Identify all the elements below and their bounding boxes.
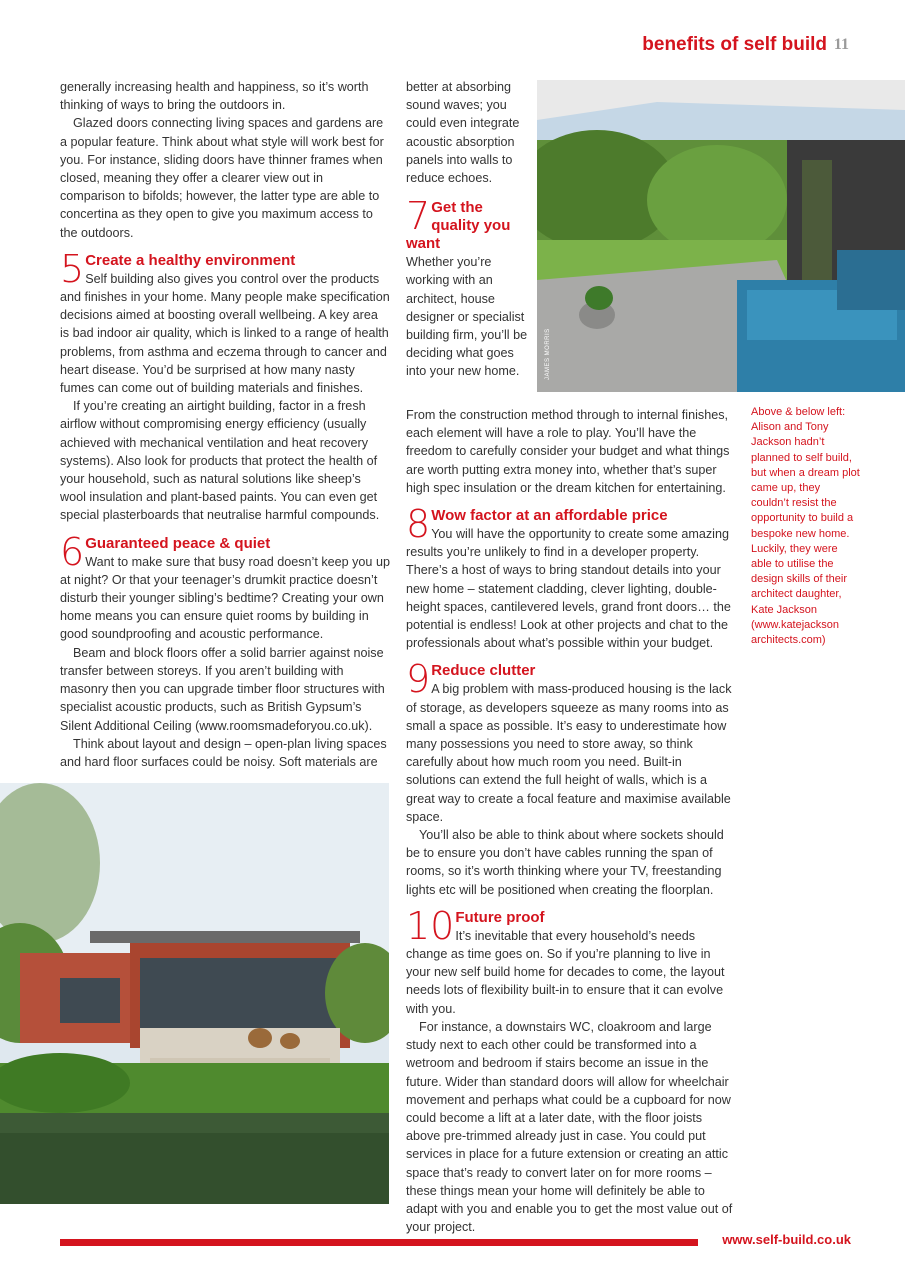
caption-text: Above & below left: Alison and Tony Jackson hadn’t planned to self build, but when a dream plot came up, they couldn’t resist the opportunity to build a bespoke new home. Luckily, they were able to utilise the design skills of their architect daughter, Kate Jackson (www.katejackson architects.com) bbox=[751, 406, 860, 647]
section-heading: Guaranteed peace & quiet bbox=[85, 534, 271, 552]
section-paragraph: A big problem with mass-produced housing is the lack of storage, as developers squeeze as many rooms into as small a space as possible. It’s easy to underestimate how many possessions you need to store away, so think carefully about how much room you need. Built-in solutions can extend the full height of walls, which is a great way to create a focal feature and maximise available space. bbox=[406, 682, 732, 824]
section-8 bbox=[406, 502, 734, 652]
section-paragraph: You will have the opportunity to create some amazing results you’re unlikely to find in a developer property. There’s a host of ways to bring standout details into your new home – statement cladding, clever lighting, double-height spaces, cantilevered levels, grand front doors… the potential is endless! Look at other projects and chat to the professionals about what’s possible within your budget. bbox=[406, 527, 731, 651]
section-5 bbox=[60, 246, 390, 525]
section-heading: Reduce clutter bbox=[431, 662, 536, 680]
section-title: benefits of self build bbox=[642, 34, 827, 55]
footer-website-link[interactable]: www.self-build.co.uk bbox=[722, 1232, 851, 1247]
section-number: 10 bbox=[406, 903, 455, 948]
section-heading: Future proof bbox=[455, 908, 545, 926]
section-number: 7 bbox=[406, 194, 431, 239]
interior-terrace-photo bbox=[537, 80, 905, 392]
section-paragraph: Think about layout and design – open-plan living spaces and hard floor surfaces could be noisy. Soft materials are bbox=[60, 736, 387, 769]
section-paragraph: Self building also gives you control over the products and finishes in your home. Many people make specification decisions aimed at boosting overall wellbeing. A key area is bad indoor air quality, which is linked to a range of health problems, from asthma and eczema through to cancer and heart disease. You’d be surprised at how many nasty fumes can come out of building materials and finishes. bbox=[60, 271, 390, 396]
section-number: 9 bbox=[406, 657, 431, 702]
section-heading: Wow factor at an affordable price bbox=[431, 507, 668, 525]
page-number: 11 bbox=[833, 36, 849, 53]
footer-bar bbox=[60, 1239, 698, 1246]
section-paragraph: From the construction method through to internal finishes, each element will have a role to play. You’ll have the freedom to carefully consider your budget and what things are worth putting extra money into, whether that’s super high spec insulation or the dream kitchen for entertaining. bbox=[406, 408, 730, 495]
photo-caption bbox=[751, 405, 861, 648]
house-exterior-photo bbox=[0, 783, 389, 1204]
section-paragraph: For instance, a downstairs WC, cloakroom and large study next to each other could be transformed into a wetroom and bedroom if stairs become an issue in the future. Wider than standard doors will allow for wheelchair movement and perhaps what could be a cupboard for now could become a lift at a later date, with the floor joists above pre-trimmed already just in case. You could put services in place for a future extension or creating an attic space that’s ready to convert later on for more rooms – these things mean your home will definitely be able to adapt with you and enable you to get the most value out of your project. bbox=[406, 1019, 733, 1235]
section-10 bbox=[406, 903, 734, 1236]
section-number: 8 bbox=[406, 502, 431, 547]
section-heading: Create a healthy environment bbox=[85, 251, 296, 269]
section-9 bbox=[406, 657, 734, 898]
photo-credit: JAMES MORRIS bbox=[545, 328, 551, 380]
section-paragraph: Want to make sure that busy road doesn’t keep you up at night? Or that your teenager’s drumkit practice doesn’t disturb their younger sibling’s bedtime? Creating your own home means you can ensure quiet rooms by building in good soundproofing and acoustic performance. bbox=[60, 554, 390, 642]
section-paragraph: Whether you’re working with an architect, house designer or specialist building firm, you’ll be deciding what goes into your new home. bbox=[406, 255, 528, 379]
section-paragraph: It’s inevitable that every household’s needs change as time goes on. So if you’re planning to live in your new self build home for decades to come, the layout needs lots of flexibility built-in to ensure that it can evolve with you. bbox=[406, 928, 725, 1016]
intro-paragraph-2: Glazed doors connecting living spaces and gardens are a popular feature. Think about what style will work best for you. For instance, sliding doors have thinner frames when closed, meaning they offer a clearer view out in comparison to bifolds; however, the latter type are able to concertina as they open to give you maximum access to the outdoors. bbox=[60, 116, 384, 240]
section-paragraph: You’ll also be able to think about where sockets should be to ensure you don’t have cables running the span of rooms, so it’s worth thinking where your TV, freestanding lights etc will be positioned when creating the floorplan. bbox=[406, 828, 724, 897]
section-heading: Get the quality you want bbox=[406, 199, 511, 253]
continued-paragraph: better at absorbing sound waves; you could even integrate acoustic absorption panels into walls to reduce echoes. bbox=[406, 80, 520, 186]
interior-terrace-illustration bbox=[537, 80, 905, 392]
column-right-wide bbox=[406, 406, 734, 1236]
column-left bbox=[60, 78, 390, 771]
section-number: 5 bbox=[60, 246, 85, 291]
section-7 bbox=[406, 194, 528, 380]
section-6 bbox=[60, 529, 390, 771]
section-paragraph: If you’re creating an airtight building, factor in a fresh airflow without compromising energy efficiency (usually achieved with mechanical ventilation and heat recovery systems). Also look for products that protect the health of your household, such as natural solutions like sheep’s wool insulation and plant-based paints. You can even get special plasterboards that neutralise harmful compounds. bbox=[60, 399, 380, 523]
house-exterior-illustration bbox=[0, 783, 389, 1204]
intro-paragraph-1: generally increasing health and happiness, so it’s worth thinking of ways to bring the outdoors in. bbox=[60, 80, 369, 113]
column-right-narrow bbox=[406, 78, 528, 381]
section-paragraph: Beam and block floors offer a solid barrier against noise transfer between storeys. If you aren’t building with masonry then you can upgrade timber floor structures with specialist acoustic products, such as British Gypsum’s Silent Additional Ceiling (www.roomsmadeforyou.co.uk). bbox=[60, 645, 385, 733]
section-number: 6 bbox=[60, 529, 85, 574]
